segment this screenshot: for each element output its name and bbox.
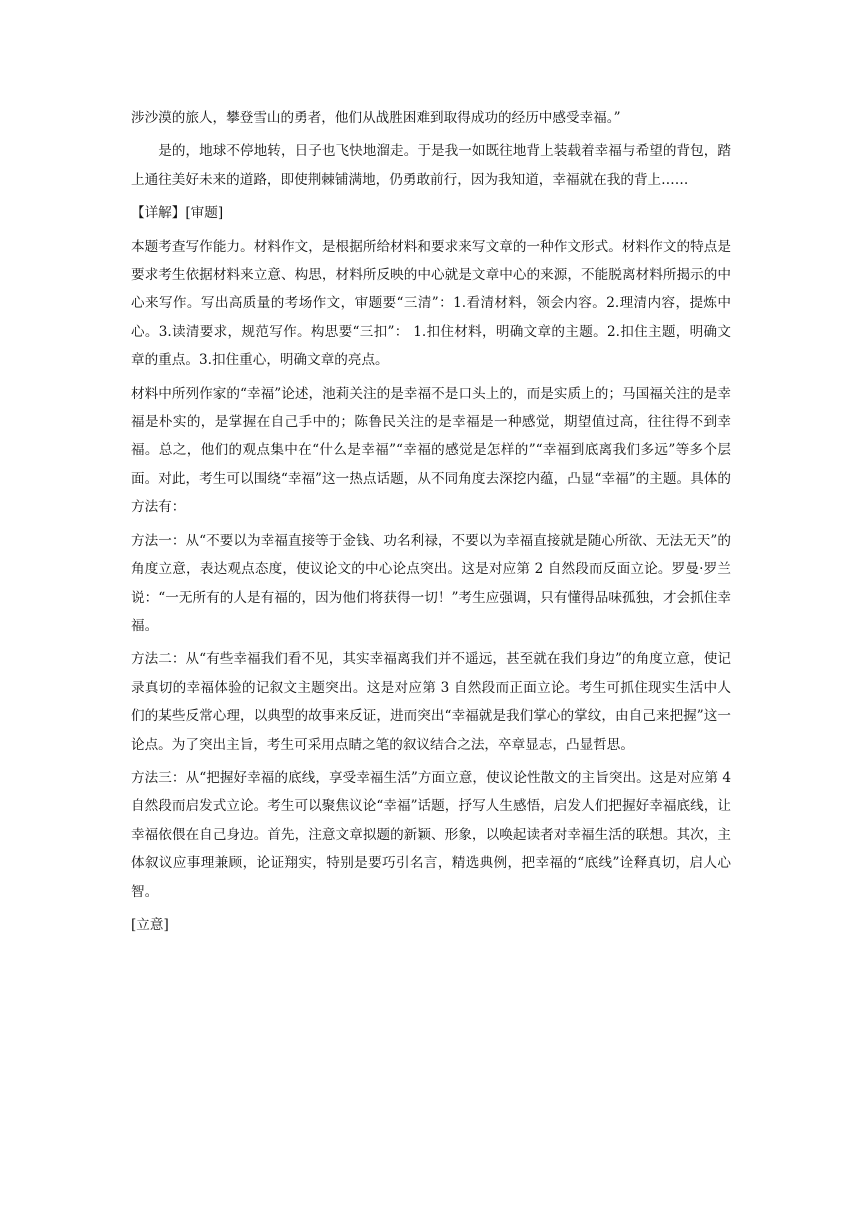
paragraph-method-one: 方法一：从“不要以为幸福直接等于金钱、功名利禄，不要以为幸福直接就是随心所欲、无法无天”的角度立意，表达观点态度，使议论文的中心论点突出。这是对应第 2 自然段而反面立论。罗曼·罗兰说：“一无所有的人是有福的，因为他们将获得一切！”考生应强调，只有懂得品味孤独，才会抓住幸福。 [131, 532, 731, 634]
paragraph-quote-end: 涉沙漠的旅人，攀登雪山的勇者，他们从战胜困难到取得成功的经历中感受幸福。” [131, 110, 621, 126]
section-heading-detail: 【详解】[审题] [131, 205, 224, 222]
paragraph-essay-ending: 是的，地球不停地转，日子也飞快地溜走。于是我一如既往地背上装载着幸福与希望的背包，踏上通往美好未来的道路，即使荆棘铺满地，仍勇敢前行，因为我知道，幸福就在我的背上…… [131, 143, 731, 188]
paragraph-task-analysis: 本题考查写作能力。材料作文，是根据所给材料和要求来写文章的一种作文形式。材料作文的特点是要求考生依据材料来立意、构思，材料所反映的中心就是文章中心的来源，不能脱离材料所揭示的中心来写作。写出高质量的考场作文，审题要“三清”：1.看清材料，领会内容。2.理清内容，提炼中心。3.读清要求，规范写作。构思要“三扣”： 1.扣住材料，明确文章的主题。2.扣住主题，明确文章的重点。3.扣住重心，明确文章的亮点。 [131, 238, 731, 369]
document-body [131, 104, 731, 939]
paragraph-method-three: 方法三：从“把握好幸福的底线，享受幸福生活”方面立意，使议论性散文的主旨突出。这是对应第 4 自然段而启发式立论。考生可以聚焦议论“幸福”话题，抒写人生感悟，启发人们把握好幸福底线，让幸福依偎在自己身边。首先，注意文章拟题的新颖、形象，以唤起读者对幸福生活的联想。其次，主体叙议应事理兼顾，论证翔实，特别是要巧引名言，精选典例，把幸福的“底线”诠释真切，启人心智。 [131, 769, 731, 900]
paragraph-method-two: 方法二：从“有些幸福我们看不见，其实幸福离我们并不遥远，甚至就在我们身边”的角度立意，使记录真切的幸福体验的记叙文主题突出。这是对应第 3 自然段而正面立论。考生可抓住现实生活中人们的某些反常心理，以典型的故事来反证，进而突出“幸福就是我们掌心的掌纹，由自己来把握”这一论点。为了突出主旨，考生可采用点睛之笔的叙议结合之法，卒章显志，凸显哲思。 [131, 651, 731, 753]
section-heading-theme: [立意] [131, 916, 169, 933]
paragraph-material-analysis: 材料中所列作家的“幸福”论述，池莉关注的是幸福不是口头上的，而是实质上的；马国福关注的是幸福是朴实的，是掌握在自己手中的；陈鲁民关注的是幸福是一种感觉，期望值过高，往往得不到幸福。总之，他们的观点集中在“什么是幸福”“幸福的感觉是怎样的”“幸福到底离我们多远”等多个层面。对此，考生可以围绕“幸福”这一热点话题，从不同角度去深挖内蕴，凸显“幸福”的主题。具体的方法有： [131, 385, 731, 516]
